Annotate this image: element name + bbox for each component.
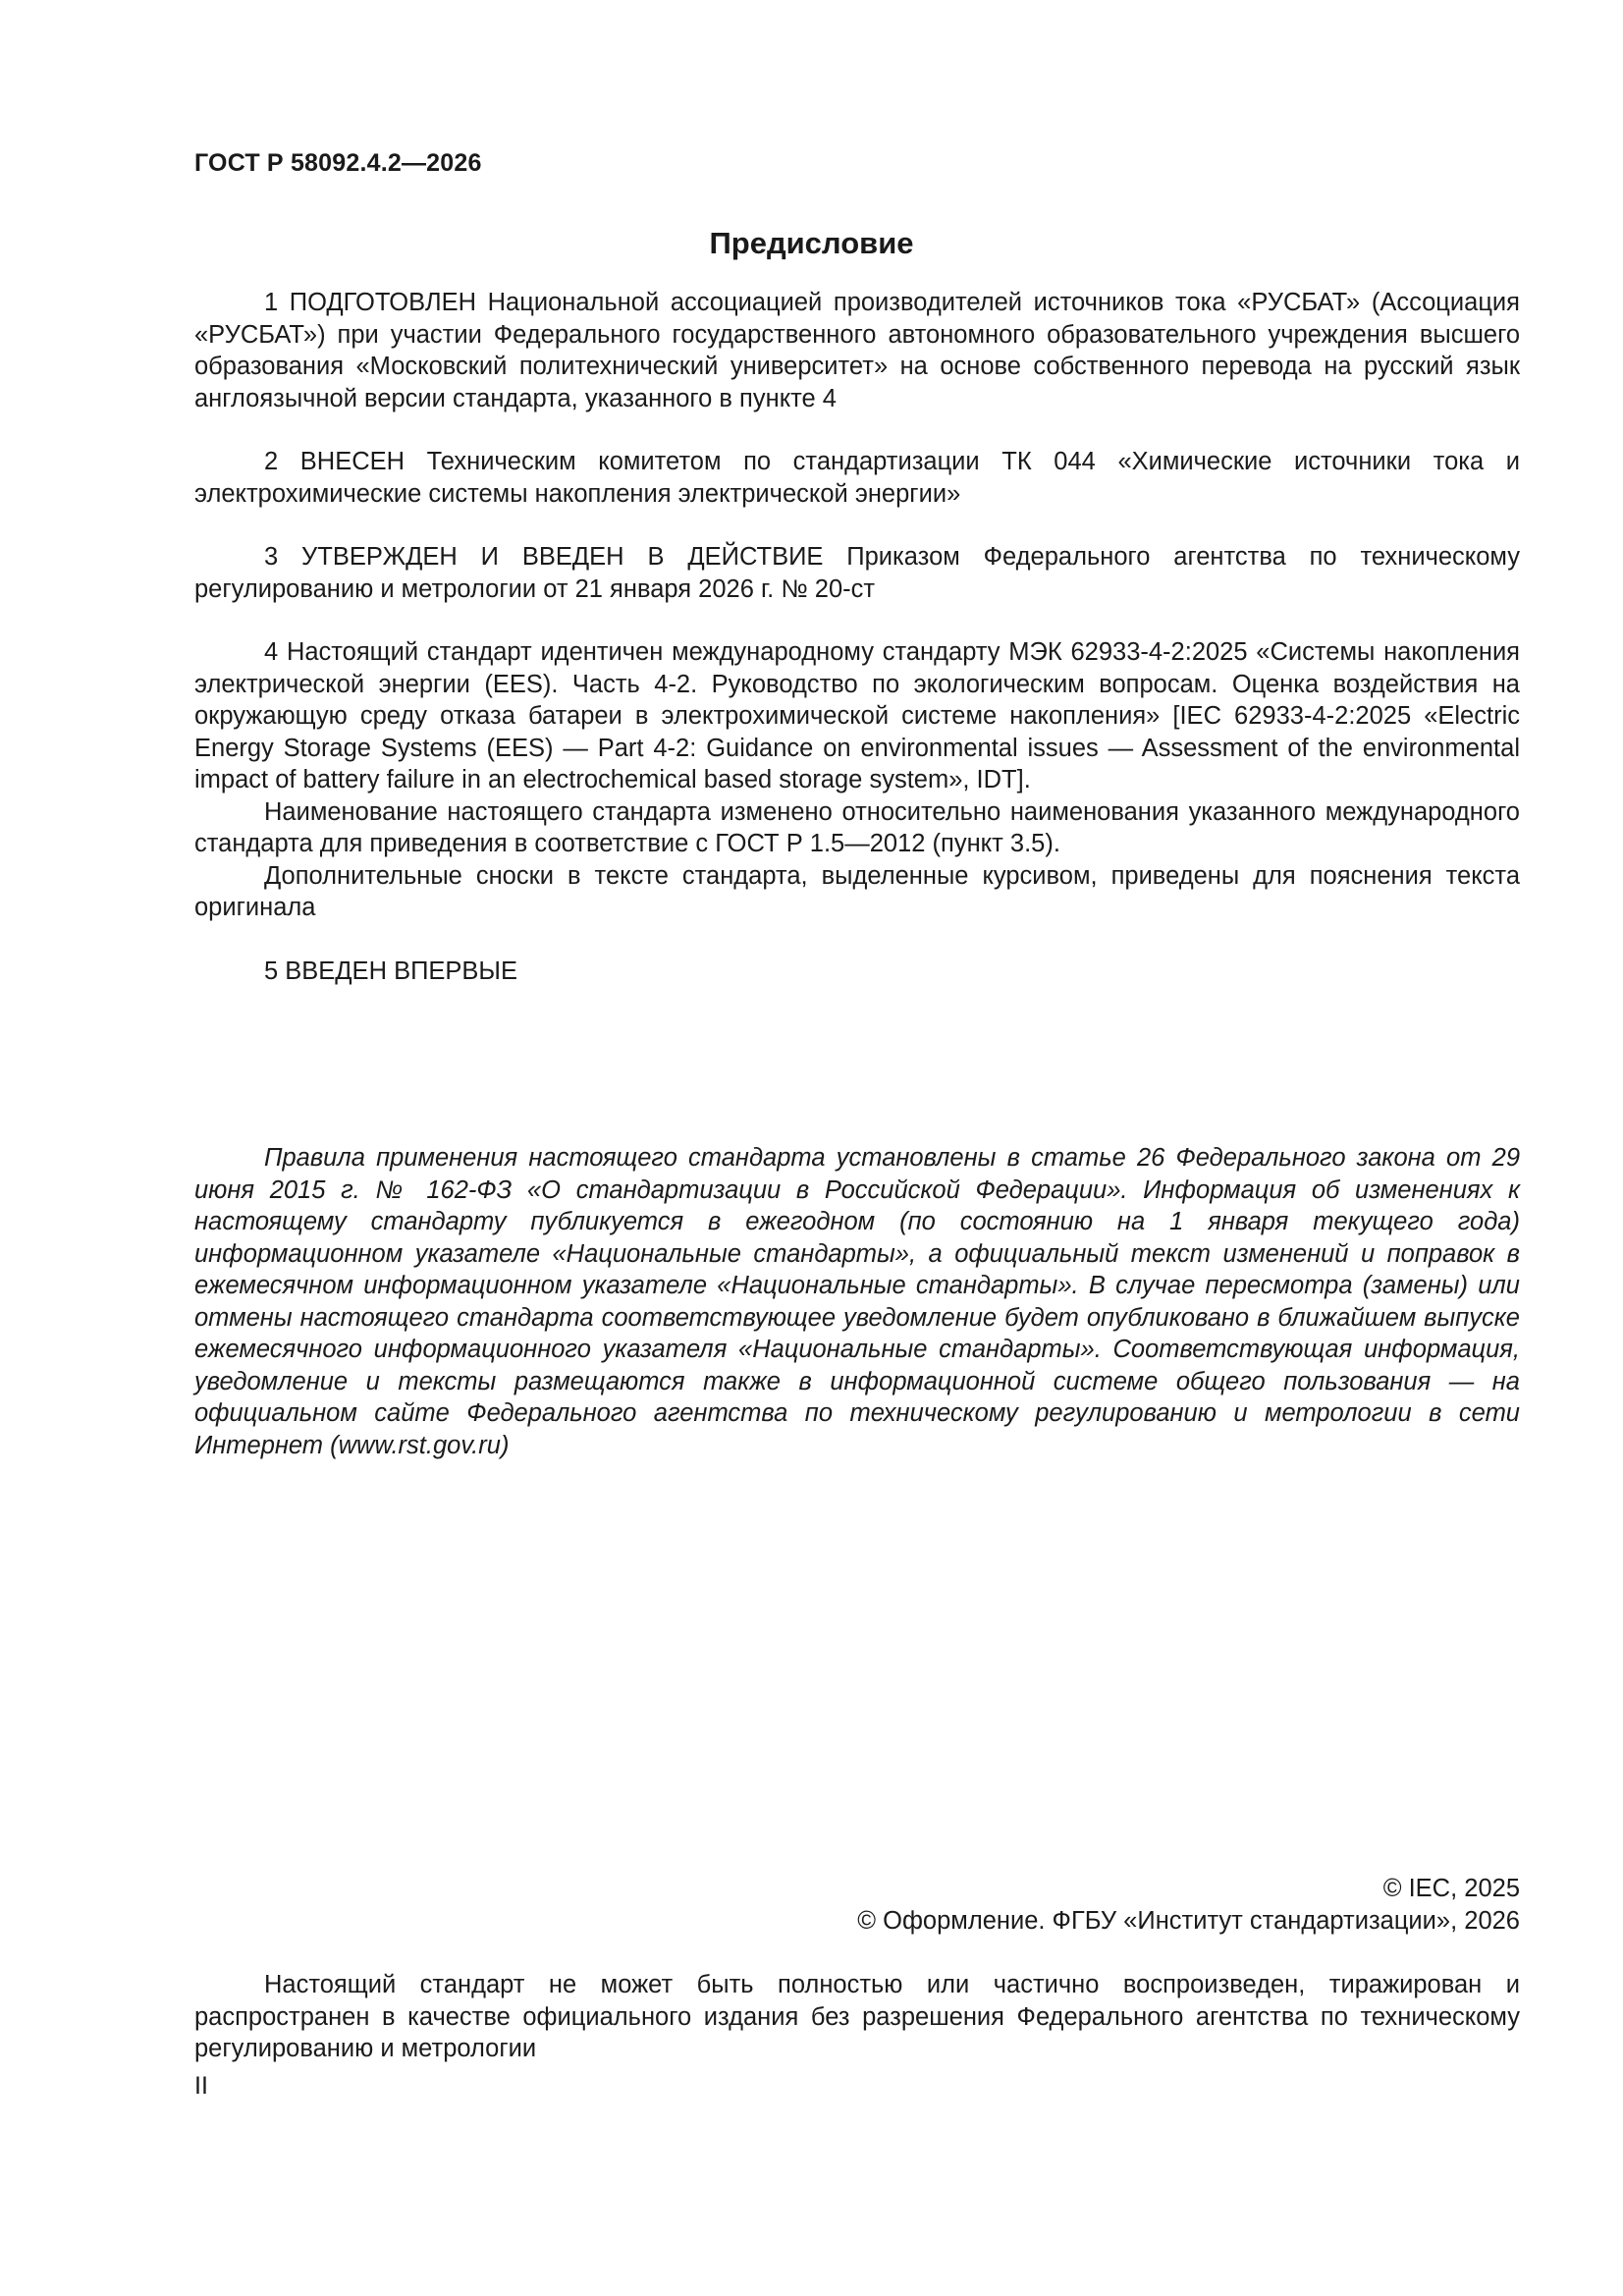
copyright-institute: © Оформление. ФГБУ «Институт стандартизации», 2026 [857,1907,1520,1935]
foreword-item-4-footnote-note: Дополнительные сноски в тексте стандарта, выделенные курсивом, приведены для пояснения текста оригинала [194,861,1520,921]
copyright-iec: © IEC, 2025 [1382,1875,1520,1902]
foreword-item-1: 1 ПОДГОТОВЛЕН Национальной ассоциацией производителей источников тока «РУСБАТ» (Ассоциация «РУСБАТ») при участии Федерального государственного автономного образовательного учреждения высшего образования «Московский политехнический университет» на основе собственного перевода на русский язык англоязычной версии стандарта, указанного в пункте 4 [194,289,1520,412]
foreword-item-5: 5 ВВЕДЕН ВПЕРВЫЕ [264,957,518,985]
page-number: II [194,2072,208,2100]
standard-application-rules: Правила применения настоящего стандарта установлены в статье 26 Федерального закона от 29 июня 2015 г. № 162-ФЗ «О стандартизации в Российской Федерации». Информация об изменениях к настоящему стандарту публикуется в ежегодном (по состоянию на 1 января текущего года) информационном указателе «Национальные стандарты», а официальный текст изменений и поправок в ежемесячном информационном указателе «Национальные стандарты». В случае пересмотра (замены) или отмены настоящего стандарта соответствующее уведомление будет опубликовано в ближайшем выпуске ежемесячного информационного указателя «Национальные стандарты». Соответствующая информация, уведомление и тексты размещаются также в информационной системе общего пользования — на официальном сайте Федерального агентства по техническому регулированию и метрологии в сети Интернет (www.rst.gov.ru) [194,1144,1520,1459]
page-title: Предисловие [709,226,914,260]
foreword-item-2: 2 ВНЕСЕН Техническим комитетом по стандартизации ТК 044 «Химические источники тока и электрохимические системы накопления электрической энергии» [194,448,1520,508]
copyright-block [857,1873,1520,1938]
foreword-item-4: 4 Настоящий стандарт идентичен международному стандарту МЭК 62933-4-2:2025 «Системы накопления электрической энергии (EES). Часть 4-2. Руководство по экологическим вопросам. Оценка воздействия на окружающую среду отказа батареи в электрохимической системе накопления» [IEC 62933-4-2:2025 «Electric Energy Storage Systems (EES) — Part 4-2: Guidance on environmental issues — Assessment of the environmental impact of battery failure in an electrochemical based storage system», IDT]. [194,638,1520,793]
foreword-item-4-title-note: Наименование настоящего стандарта изменено относительно наименования указанного международного стандарта для приведения в соответствие с ГОСТ Р 1.5—2012 (пункт 3.5). [194,797,1520,857]
foreword-items [194,287,1520,987]
document-header-id: ГОСТ Р 58092.4.2—2026 [194,149,482,177]
reproduction-notice: Настоящий стандарт не может быть полностью или частично воспроизведен, тиражирован и распространен в качестве официального издания без разрешения Федерального агентства по техническому регулированию и метрологии [194,1971,1520,2062]
foreword-item-3: 3 УТВЕРЖДЕН И ВВЕДЕН В ДЕЙСТВИЕ Приказом Федерального агентства по техническому регулированию и метрологии от 21 января 2026 г. № 20-ст [194,543,1520,603]
